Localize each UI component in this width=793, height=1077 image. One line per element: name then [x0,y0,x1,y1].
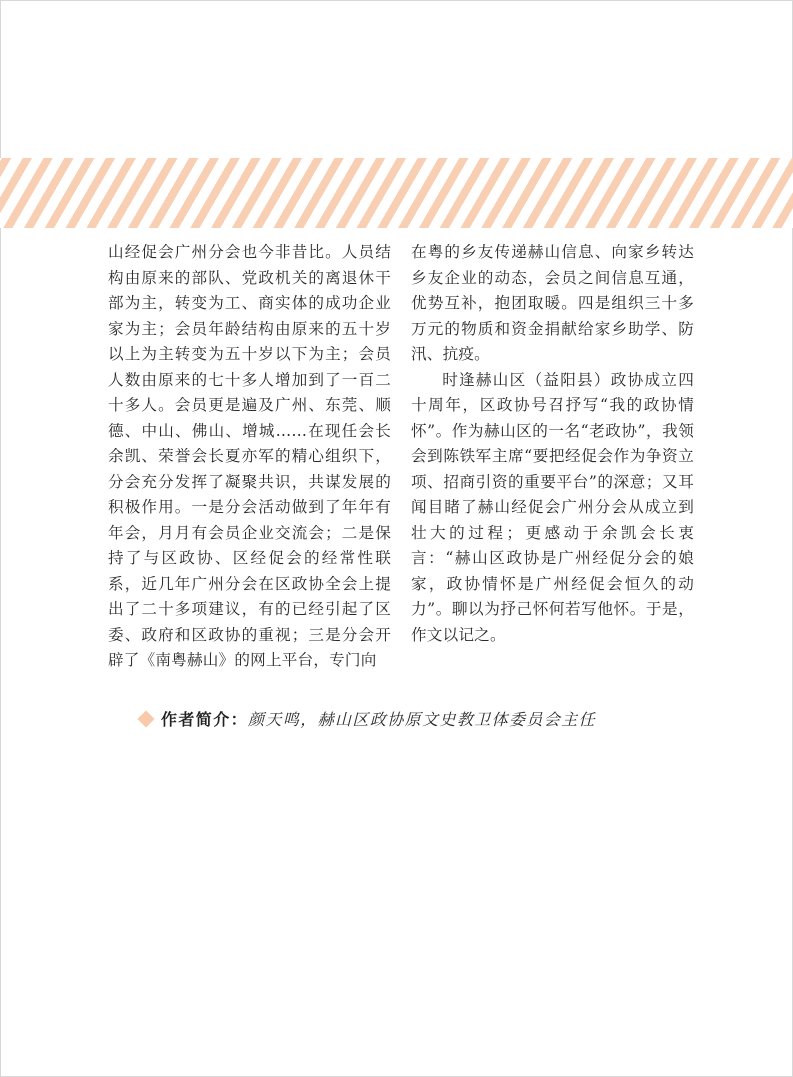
diamond-icon [138,710,155,727]
right-column [411,240,694,648]
author-note-label: 作者简介： [161,710,249,729]
right-column-paragraph-1: 在粤的乡友传递赫山信息、向家乡转达乡友企业的动态，会员之间信息互通，优势互补，抱团取暖。四是组织三十多万元的物质和资金捐献给家乡助学、防汛、抗疫。 [411,243,694,363]
left-column [108,240,391,674]
right-column-paragraph-2: 时逢赫山区（益阳县）政协成立四十周年，区政协号召抒写“我的政协情怀”。作为赫山区的一名“老政协”，我领会到陈铁军主席“要把经促会作为争资立项、招商引资的重要平台”的深意；又耳闻目睹了赫山经促会广州分会从成立到壮大的过程；更感动于余凯会长衷言：“赫山区政协是广州经促分会的娘家，政协情怀是广州经促会恒久的动力”。聊以为抒己怀何若写他怀。于是，作文以记之。 [411,370,694,644]
decorative-stripe-band [0,158,793,228]
author-note [140,707,596,730]
author-note-text: 颜天鸣，赫山区政协原文史教卫体委员会主任 [248,710,597,729]
left-column-paragraph: 山经促会广州分会也今非昔比。人员结构由原来的部队、党政机关的离退休干部为主，转变为工、商实体的成功企业家为主；会员年龄结构由原来的五十岁以上为主转变为五十岁以下为主；会员人数由原来的七十多人增加到了一百二十多人。会员更是遍及广州、东莞、顺德、中山、佛山、增城……在现任会长余凯、荣誉会长夏亦军的精心组织下，分会充分发挥了凝聚共识，共谋发展的积极作用。一是分会活动做到了年年有年会，月月有会员企业交流会；二是保持了与区政协、区经促会的经常性联系，近几年广州分会在区政协全会上提出了二十多项建议，有的已经引起了区委、政府和区政协的重视；三是分会开辟了《南粤赫山》的网上平台，专门向 [108,243,391,669]
